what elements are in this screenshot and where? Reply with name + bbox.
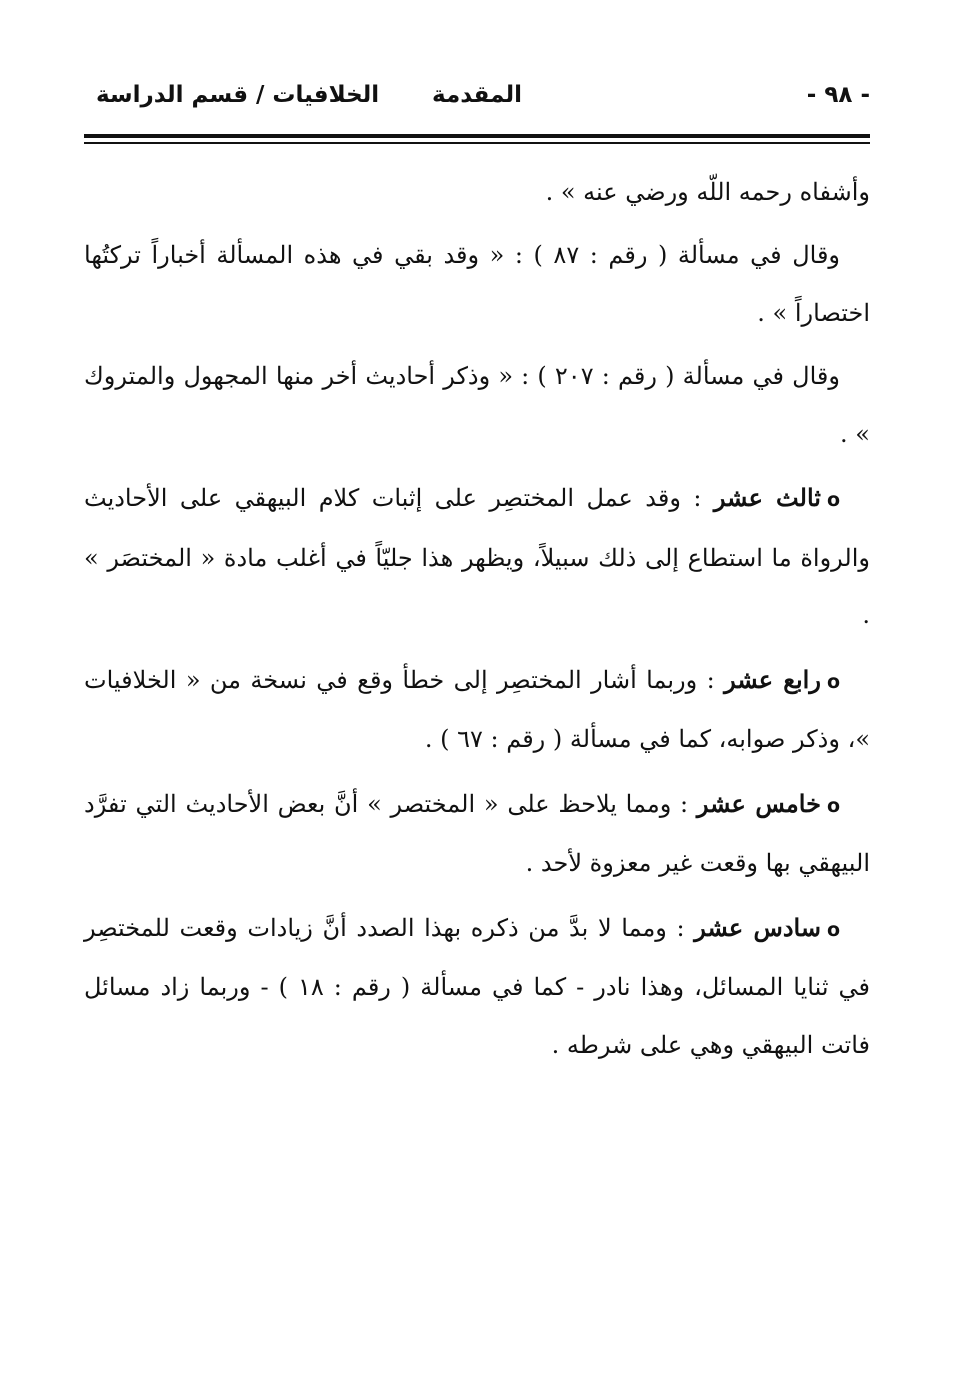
bullet-marker: o — [826, 794, 840, 817]
paragraph-quote-end — [84, 164, 870, 222]
page — [84, 80, 870, 1074]
paragraph-question-207 — [84, 348, 870, 463]
point-heading: رابع عشر — [724, 664, 821, 694]
paragraph-text: وقال في مسألة ( رقم : ٨٧ ) : « وقد بقي في هذه المسألة أخباراً تركتُها اختصاراً » . — [84, 241, 870, 327]
paragraph-text: : وربما أشار المختصِر إلى خطأ وقع في نسخة من « الخلافيات »، وذكر صوابه، كما في مسألة ( رقم : ٦٧ ) . — [84, 665, 870, 753]
bullet-marker: o — [826, 670, 841, 693]
paragraph-point-14 — [84, 651, 870, 769]
paragraph-point-13 — [84, 469, 870, 645]
section-title: المقدمة — [432, 82, 522, 108]
paragraph-text: : وقد عمل المختصِر على إثبات كلام البيهقي على الأحاديث والرواة ما استطاع إلى ذلك سبيلاً، ويظهر هذا جليّاً في أغلب مادة « المختصَر » . — [84, 484, 870, 629]
paragraph-text: وقال في مسألة ( رقم : ٢٠٧ ) : « وذكر أحاديث أخر منها المجهول والمتروك » . — [84, 362, 870, 448]
body-text — [84, 164, 870, 1075]
header-rule-thin — [84, 142, 870, 144]
bullet-marker: o — [826, 918, 841, 941]
paragraph-text: : ومما لا بدَّ من ذكره بهذا الصدد أنَّ زيادات وقعت للمختصِر في ثنايا المسائل، وهذا نادر - كما في مسألة ( رقم : ١٨ ) - وربما زاد مسائل فاتت البيهقي وهي على شرطه . — [84, 913, 871, 1059]
book-title: الخلافيات / قسم الدراسة — [96, 82, 380, 108]
paragraph-point-16 — [84, 899, 870, 1075]
header-rule-thick — [84, 134, 870, 138]
point-heading: ثالث عشر — [713, 483, 821, 512]
point-heading: سادس عشر — [694, 912, 821, 942]
running-header — [84, 80, 870, 120]
page-number: - ٩٨ - — [806, 82, 870, 108]
bullet-marker: o — [826, 489, 840, 511]
paragraph-text: وأشفاه رحمه اللّه ورضي عنه » . — [545, 177, 870, 206]
paragraph-text: : ومما يلاحظ على « المختصر » أنَّ بعض الأحاديث التي تفرَّد البيهقي بها وقعت غير معزوة لأحد . — [84, 789, 870, 877]
point-heading: خامس عشر — [696, 788, 821, 818]
paragraph-point-15 — [84, 775, 870, 893]
paragraph-question-87 — [84, 227, 870, 342]
